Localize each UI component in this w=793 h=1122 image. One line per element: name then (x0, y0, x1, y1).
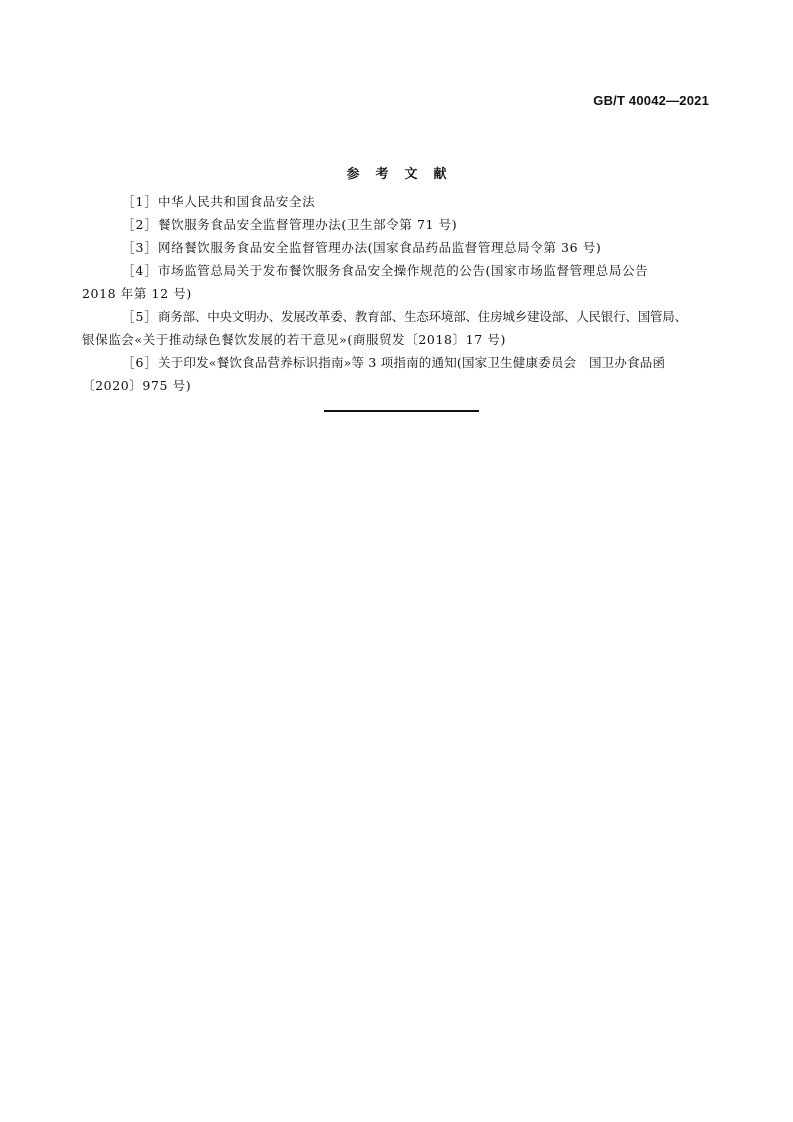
reference-item (122, 190, 709, 213)
reference-text: 餐饮服务食品安全监督管理办法(卫生部令第 71 号) (158, 217, 458, 232)
section-title: 参考文献 (346, 167, 463, 182)
reference-text-continued: 2018 年第 12 号) (82, 286, 192, 301)
reference-number: ［5］ (122, 309, 158, 324)
reference-number: ［3］ (122, 240, 158, 255)
reference-text: 网络餐饮服务食品安全监督管理办法(国家食品药品监督管理总局令第 36 号) (158, 240, 602, 255)
reference-text: 商务部、中央文明办、发展改革委、教育部、生态环境部、住房城乡建设部、人民银行、国管局、 (158, 309, 687, 324)
reference-number: ［1］ (122, 194, 158, 209)
reference-number: ［4］ (122, 263, 158, 278)
reference-item (122, 236, 709, 259)
reference-text: 中华人民共和国食品安全法 (158, 194, 316, 209)
reference-item (82, 351, 709, 397)
reference-number: ［6］ (122, 355, 158, 370)
reference-item (82, 259, 709, 305)
standard-number: GB/T 40042—2021 (593, 93, 709, 108)
end-rule-divider (324, 410, 479, 412)
reference-text-continued: 银保监会«关于推动绿色餐饮发展的若干意见»(商服贸发〔2018〕17 号) (82, 332, 506, 347)
reference-number: ［2］ (122, 217, 158, 232)
reference-text: 关于印发«餐饮食品营养标识指南»等 3 项指南的通知(国家卫生健康委员会 国卫办食品函 (158, 355, 666, 370)
reference-text-continued: 〔2020〕975 号) (82, 378, 192, 393)
reference-text: 市场监管总局关于发布餐饮服务食品安全操作规范的公告(国家市场监督管理总局公告 (158, 263, 649, 278)
reference-list (82, 190, 709, 397)
reference-item (82, 305, 709, 351)
reference-item (122, 213, 709, 236)
